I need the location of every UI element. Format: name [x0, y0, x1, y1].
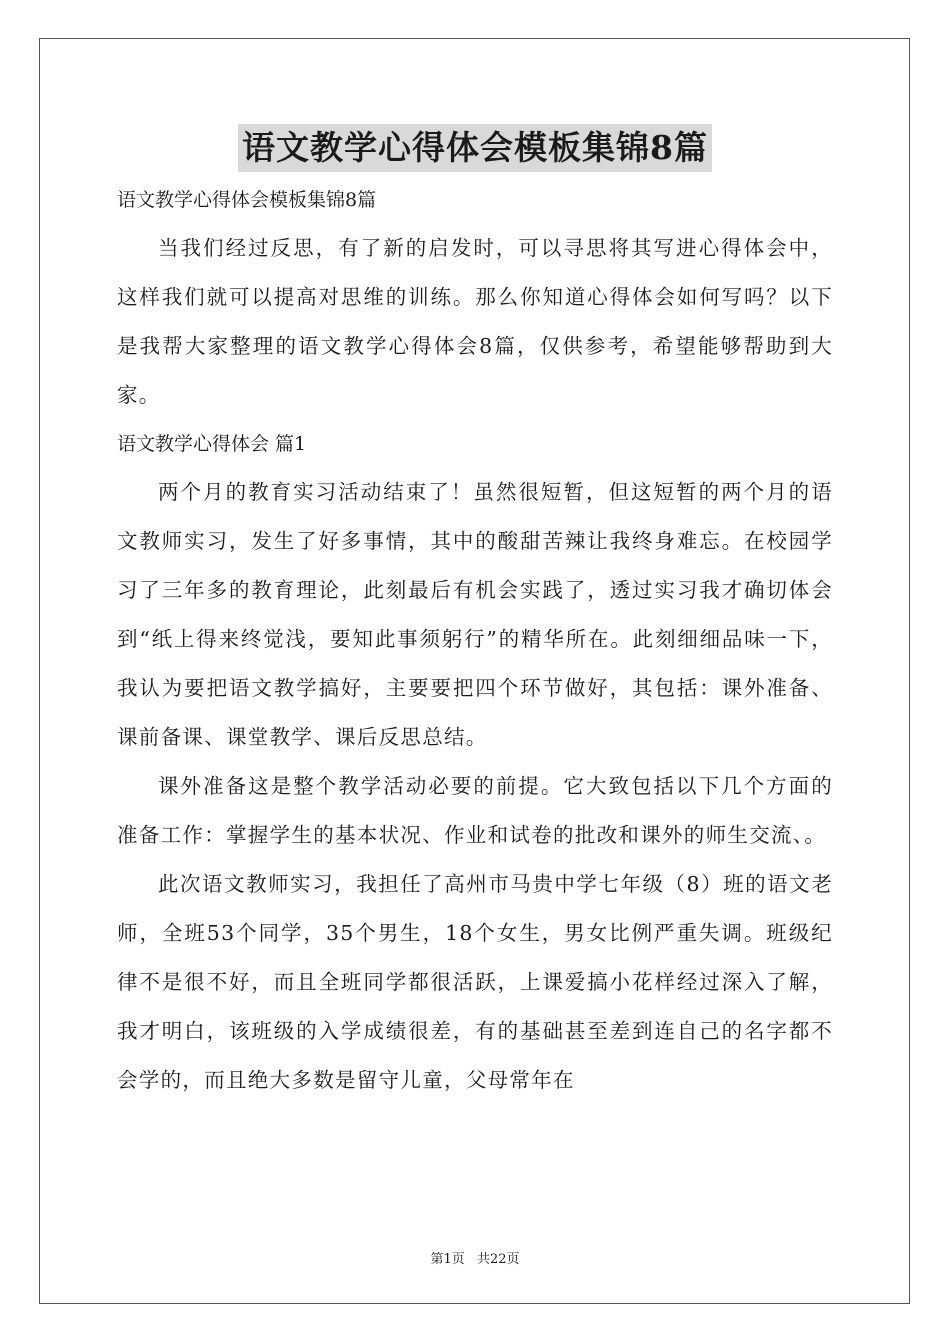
page-footer: [0, 1248, 950, 1267]
body-paragraph: 此次语文教师实习，我担任了高州市马贵中学七年级（8）班的语文老师，全班53个同学，35个男生，18个女生，男女比例严重失调。班级纪律不是很不好，而且全班同学都很活跃，上课爱搞小花样经过深入了解，我才明白，该班级的入学成绩很差，有的基础甚至差到连自己的名字都不会学的，而且绝大多数是留守儿童，父母常年在: [117, 872, 833, 1092]
section-heading: 语文教学心得体会 篇1: [117, 433, 307, 455]
page-number: 第1页: [430, 1252, 465, 1267]
document-subtitle: 语文教学心得体会模板集锦8篇: [117, 189, 377, 211]
page-total: 共22页: [476, 1252, 520, 1267]
document-title: 语文教学心得体会模板集锦8篇: [238, 124, 712, 172]
body-paragraph: 课外准备这是整个教学活动必要的前提。它大致包括以下几个方面的准备工作：掌握学生的基本状况、作业和试卷的批改和课外的师生交流、。: [117, 774, 833, 847]
body-paragraph: 两个月的教育实习活动结束了！虽然很短暂，但这短暂的两个月的语文教师实习，发生了好多事情，其中的酸甜苦辣让我终身难忘。在校园学习了三年多的教育理论，此刻最后有机会实践了，透过实习我才确切体会到“纸上得来终觉浅，要知此事须躬行”的精华所在。此刻细细品味一下，我认为要把语文教学搞好，主要要把四个环节做好，其包括：课外准备、课前备课、课堂教学、课后反思总结。: [117, 480, 833, 749]
document-body: [117, 176, 833, 1105]
intro-paragraph: 当我们经过反思，有了新的启发时，可以寻思将其写进心得体会中，这样我们就可以提高对思维的训练。那么你知道心得体会如何写吗？以下是我帮大家整理的语文教学心得体会8篇，仅供参考，希望能够帮助到大家。: [117, 236, 833, 407]
title-container: [0, 124, 950, 172]
